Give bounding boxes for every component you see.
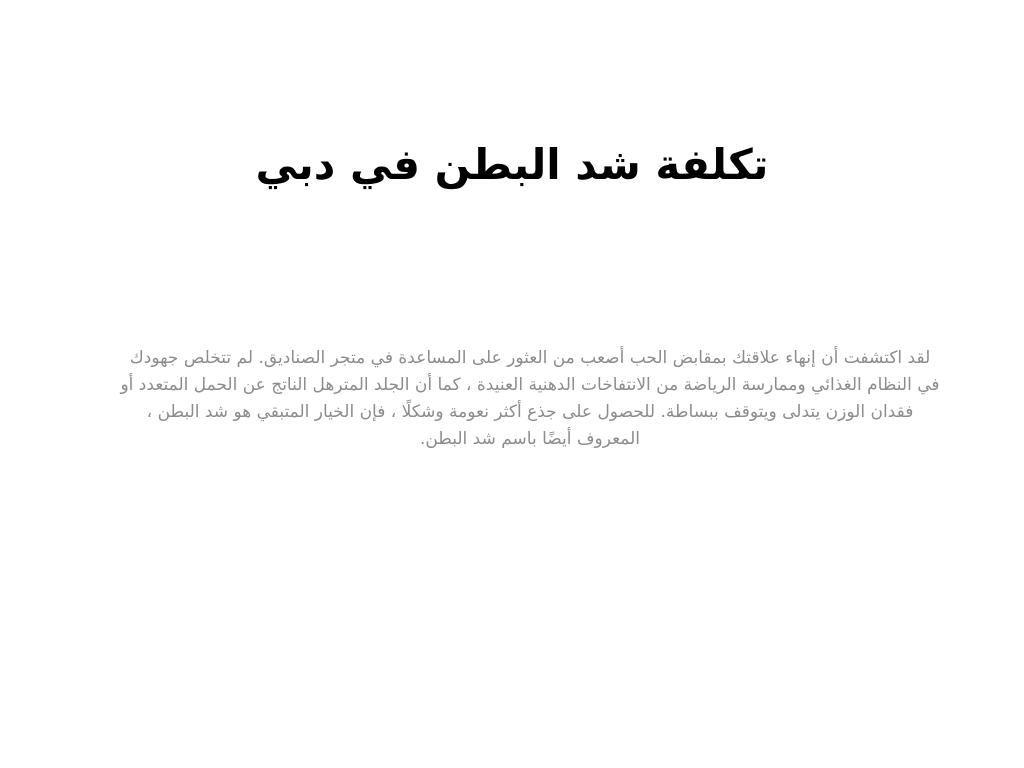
slide-title: تكلفة شد البطن في دبي [255,140,769,189]
slide-body-text: لقد اكتشفت أن إنهاء علاقتك بمقابض الحب أصعب من العثور على المساعدة في متجر الصناديق. لم تتخلص جهودك في النظام الغذائي وممارسة الرياضة من الانتفاخات الدهنية العنيدة ، كما أن الجلد المترهل الناتج عن الحمل المتعدد أو فقدان الوزن يتدلى ويتوقف ببساطة. للحصول على جذع أكثر نعومة وشكلًا ، فإن الخيار المتبقي هو شد البطن ، المعروف أيضًا باسم شد البطن. [120,348,940,449]
